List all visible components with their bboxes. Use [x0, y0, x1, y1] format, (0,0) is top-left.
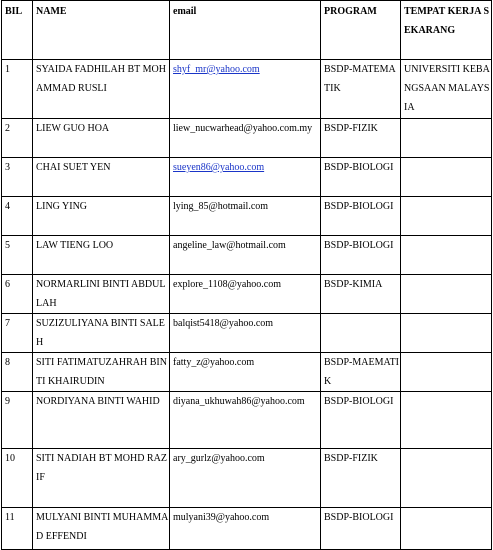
row-name-cell	[33, 119, 170, 158]
row-program: BSDP-BIOLOGI	[324, 396, 394, 407]
row-number: 7	[5, 318, 10, 329]
row-number-cell	[2, 392, 33, 449]
row-tempat-kerja-cell	[401, 158, 492, 197]
header-email: email	[170, 1, 321, 60]
row-name: SITI FATIMATUZAHRAH BINTI KHAIRUDIN	[36, 357, 167, 387]
row-number-cell	[2, 60, 33, 119]
row-program: BSDP-BIOLOGI	[324, 512, 394, 523]
row-name: SYAIDA FADHILAH BT MOHAMMAD RUSLI	[36, 64, 166, 94]
row-number-cell	[2, 158, 33, 197]
row-email: mulyani39@yahoo.com	[173, 512, 270, 523]
row-tempat-kerja-cell	[401, 353, 492, 392]
table-row	[2, 392, 492, 449]
table-row	[2, 449, 492, 508]
table-row	[2, 236, 492, 275]
row-tempat-kerja-cell	[401, 275, 492, 314]
row-number-cell	[2, 275, 33, 314]
row-program-cell	[321, 392, 401, 449]
row-number-cell	[2, 508, 33, 550]
row-tempat-kerja-cell	[401, 314, 492, 353]
row-program: BSDP-KIMIA	[324, 279, 383, 290]
row-number-cell	[2, 314, 33, 353]
table-row	[2, 119, 492, 158]
table-row	[2, 60, 492, 119]
row-email-cell	[170, 275, 321, 314]
row-program-cell	[321, 119, 401, 158]
row-program: BSDP-MATEMATIK	[324, 64, 396, 94]
row-email-cell	[170, 60, 321, 119]
row-email: explore_1108@yahoo.com	[173, 279, 281, 290]
row-number: 4	[5, 201, 10, 212]
row-name-cell	[33, 508, 170, 550]
row-tempat-kerja-cell	[401, 449, 492, 508]
row-program-cell	[321, 314, 401, 353]
row-program-cell	[321, 197, 401, 236]
row-name-cell	[33, 197, 170, 236]
row-name: MULYANI BINTI MUHAMMAD EFFENDI	[36, 512, 169, 542]
row-program-cell	[321, 353, 401, 392]
row-number-cell	[2, 119, 33, 158]
row-name: NORDIYANA BINTI WAHID	[36, 396, 160, 407]
row-number: 5	[5, 240, 10, 251]
row-number: 10	[5, 453, 15, 464]
row-email-cell	[170, 392, 321, 449]
row-program-cell	[321, 236, 401, 275]
row-name-cell	[33, 275, 170, 314]
row-number: 11	[5, 512, 15, 523]
row-email-cell	[170, 508, 321, 550]
row-name: LING YING	[36, 201, 88, 212]
row-number-cell	[2, 449, 33, 508]
row-number: 3	[5, 162, 10, 173]
row-email-cell	[170, 449, 321, 508]
row-name: NORMARLINI BINTI ABDULLAH	[36, 279, 166, 309]
row-email-cell	[170, 197, 321, 236]
row-name: SITI NADIAH BT MOHD RAZIF	[36, 453, 167, 483]
table-body	[2, 60, 492, 550]
row-number: 2	[5, 123, 10, 134]
header-row	[2, 1, 492, 60]
row-program: BSDP-FIZIK	[324, 123, 378, 134]
row-name-cell	[33, 353, 170, 392]
row-program: BSDP-BIOLOGI	[324, 201, 394, 212]
header-program: PROGRAM	[321, 1, 401, 60]
table-row	[2, 197, 492, 236]
row-number-cell	[2, 353, 33, 392]
row-tempat-kerja-cell	[401, 119, 492, 158]
row-program-cell	[321, 275, 401, 314]
row-name-cell	[33, 236, 170, 275]
row-program-cell	[321, 449, 401, 508]
email-link[interactable]: sueyen86@yahoo.com	[173, 162, 265, 173]
row-email: liew_nucwarhead@yahoo.com.my	[173, 123, 313, 134]
row-program: BSDP-FIZIK	[324, 453, 378, 464]
row-email: balqist5418@yahoo.com	[173, 318, 274, 329]
contacts-table	[1, 0, 492, 550]
row-number-cell	[2, 197, 33, 236]
table-row	[2, 158, 492, 197]
row-email: diyana_ukhuwah86@yahoo.com	[173, 396, 305, 407]
row-name: LIEW GUO HOA	[36, 123, 110, 134]
row-name: SUZIZULIYANA BINTI SALEH	[36, 318, 165, 348]
row-email-cell	[170, 353, 321, 392]
row-name: LAW TIENG LOO	[36, 240, 114, 251]
header-tempat-kerja: TEMPAT KERJA SEKARANG	[401, 1, 492, 60]
row-email: fatty_z@yahoo.com	[173, 357, 255, 368]
row-email: lying_85@hotmail.com	[173, 201, 269, 212]
table-row	[2, 508, 492, 550]
row-tempat-kerja: UNIVERSITI KEBANGSAAN MALAYSIA	[404, 64, 490, 113]
row-program: BSDP-BIOLOGI	[324, 240, 394, 251]
row-program: BSDP-BIOLOGI	[324, 162, 394, 173]
row-name-cell	[33, 392, 170, 449]
row-number-cell	[2, 236, 33, 275]
row-tempat-kerja-cell	[401, 508, 492, 550]
row-name-cell	[33, 60, 170, 119]
row-tempat-kerja-cell	[401, 60, 492, 119]
row-name: CHAI SUET YEN	[36, 162, 111, 173]
row-email: ary_gurlz@yahoo.com	[173, 453, 265, 464]
row-email-cell	[170, 158, 321, 197]
header-bil: BIL	[2, 1, 33, 60]
row-email-cell	[170, 236, 321, 275]
email-link[interactable]: shyf_mr@yahoo.com	[173, 64, 260, 75]
header-name: NAME	[33, 1, 170, 60]
row-program-cell	[321, 508, 401, 550]
row-number: 6	[5, 279, 10, 290]
table-row	[2, 275, 492, 314]
row-tempat-kerja-cell	[401, 392, 492, 449]
row-program-cell	[321, 158, 401, 197]
row-number: 1	[5, 64, 10, 75]
row-email-cell	[170, 314, 321, 353]
row-email: angeline_law@hotmail.com	[173, 240, 286, 251]
row-program: BSDP-MAEMATIK	[324, 357, 400, 387]
row-number: 8	[5, 357, 10, 368]
row-number: 9	[5, 396, 10, 407]
row-name-cell	[33, 158, 170, 197]
table-row	[2, 314, 492, 353]
row-email-cell	[170, 119, 321, 158]
row-name-cell	[33, 449, 170, 508]
table-row	[2, 353, 492, 392]
row-name-cell	[33, 314, 170, 353]
row-tempat-kerja-cell	[401, 236, 492, 275]
row-tempat-kerja-cell	[401, 197, 492, 236]
row-program-cell	[321, 60, 401, 119]
